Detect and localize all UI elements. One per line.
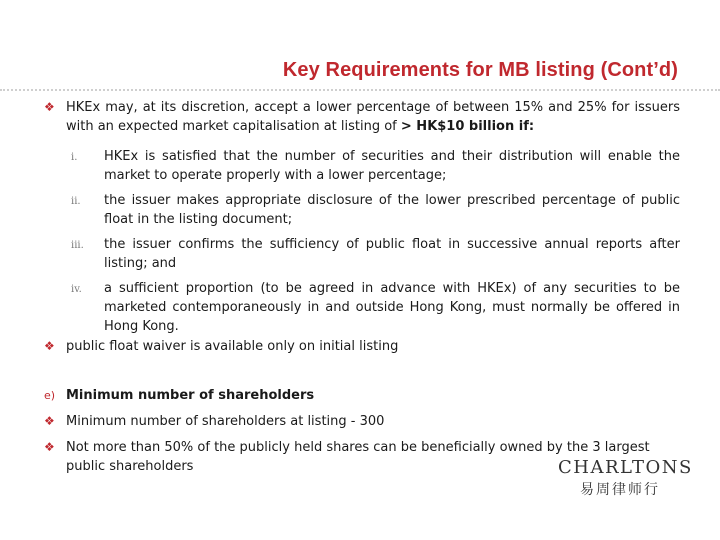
- slide-title: Key Requirements for MB listing (Cont’d): [282, 59, 678, 81]
- charltons-logo: [558, 457, 693, 499]
- bullet-icon: ❖: [44, 414, 55, 428]
- condition-numeral: ii.: [71, 196, 81, 207]
- section-letter: e): [44, 389, 56, 402]
- shareholder-point: Minimum number of shareholders at listing - 300: [66, 414, 385, 429]
- section-heading: Minimum number of shareholders: [66, 388, 315, 403]
- condition-item: HKEx is satisfied that the number of securities and their distribution will enable the market to operate properly with a lower percentage;: [104, 149, 680, 183]
- condition-numeral: i.: [71, 152, 78, 163]
- bullet-icon: ❖: [44, 339, 55, 353]
- condition-numeral: iv.: [71, 284, 82, 295]
- logo-english-text: CHARLTONS: [558, 457, 693, 478]
- waiver-note: public float waiver is available only on initial listing: [66, 339, 399, 354]
- bullet-icon: ❖: [44, 100, 55, 114]
- intro-paragraph: [66, 98, 680, 136]
- title-divider: [0, 89, 720, 91]
- condition-item: the issuer confirms the sufficiency of public float in successive annual reports after listing; and: [104, 237, 680, 271]
- logo-chinese-text: 易周律师行: [580, 482, 660, 498]
- condition-numeral: iii.: [71, 240, 84, 251]
- condition-item: the issuer makes appropriate disclosure of the lower prescribed percentage of public float in the listing document;: [104, 193, 680, 227]
- condition-item: a sufficient proportion (to be agreed in advance with HKEx) of any securities to be marketed contemporaneously in and outside Hong Kong, must normally be offered in Hong Kong.: [104, 281, 680, 334]
- intro-text: HKEx may, at its discretion, accept a lower percentage of between 15% and 25% for issuers with an expected market capitalisation at listing of: [66, 100, 680, 134]
- intro-bold-text: > HK$10 billion if:: [400, 119, 535, 134]
- bullet-icon: ❖: [44, 440, 55, 454]
- shareholder-point: Not more than 50% of the publicly held shares can be beneficially owned by the 3 largest public shareholders: [66, 440, 650, 474]
